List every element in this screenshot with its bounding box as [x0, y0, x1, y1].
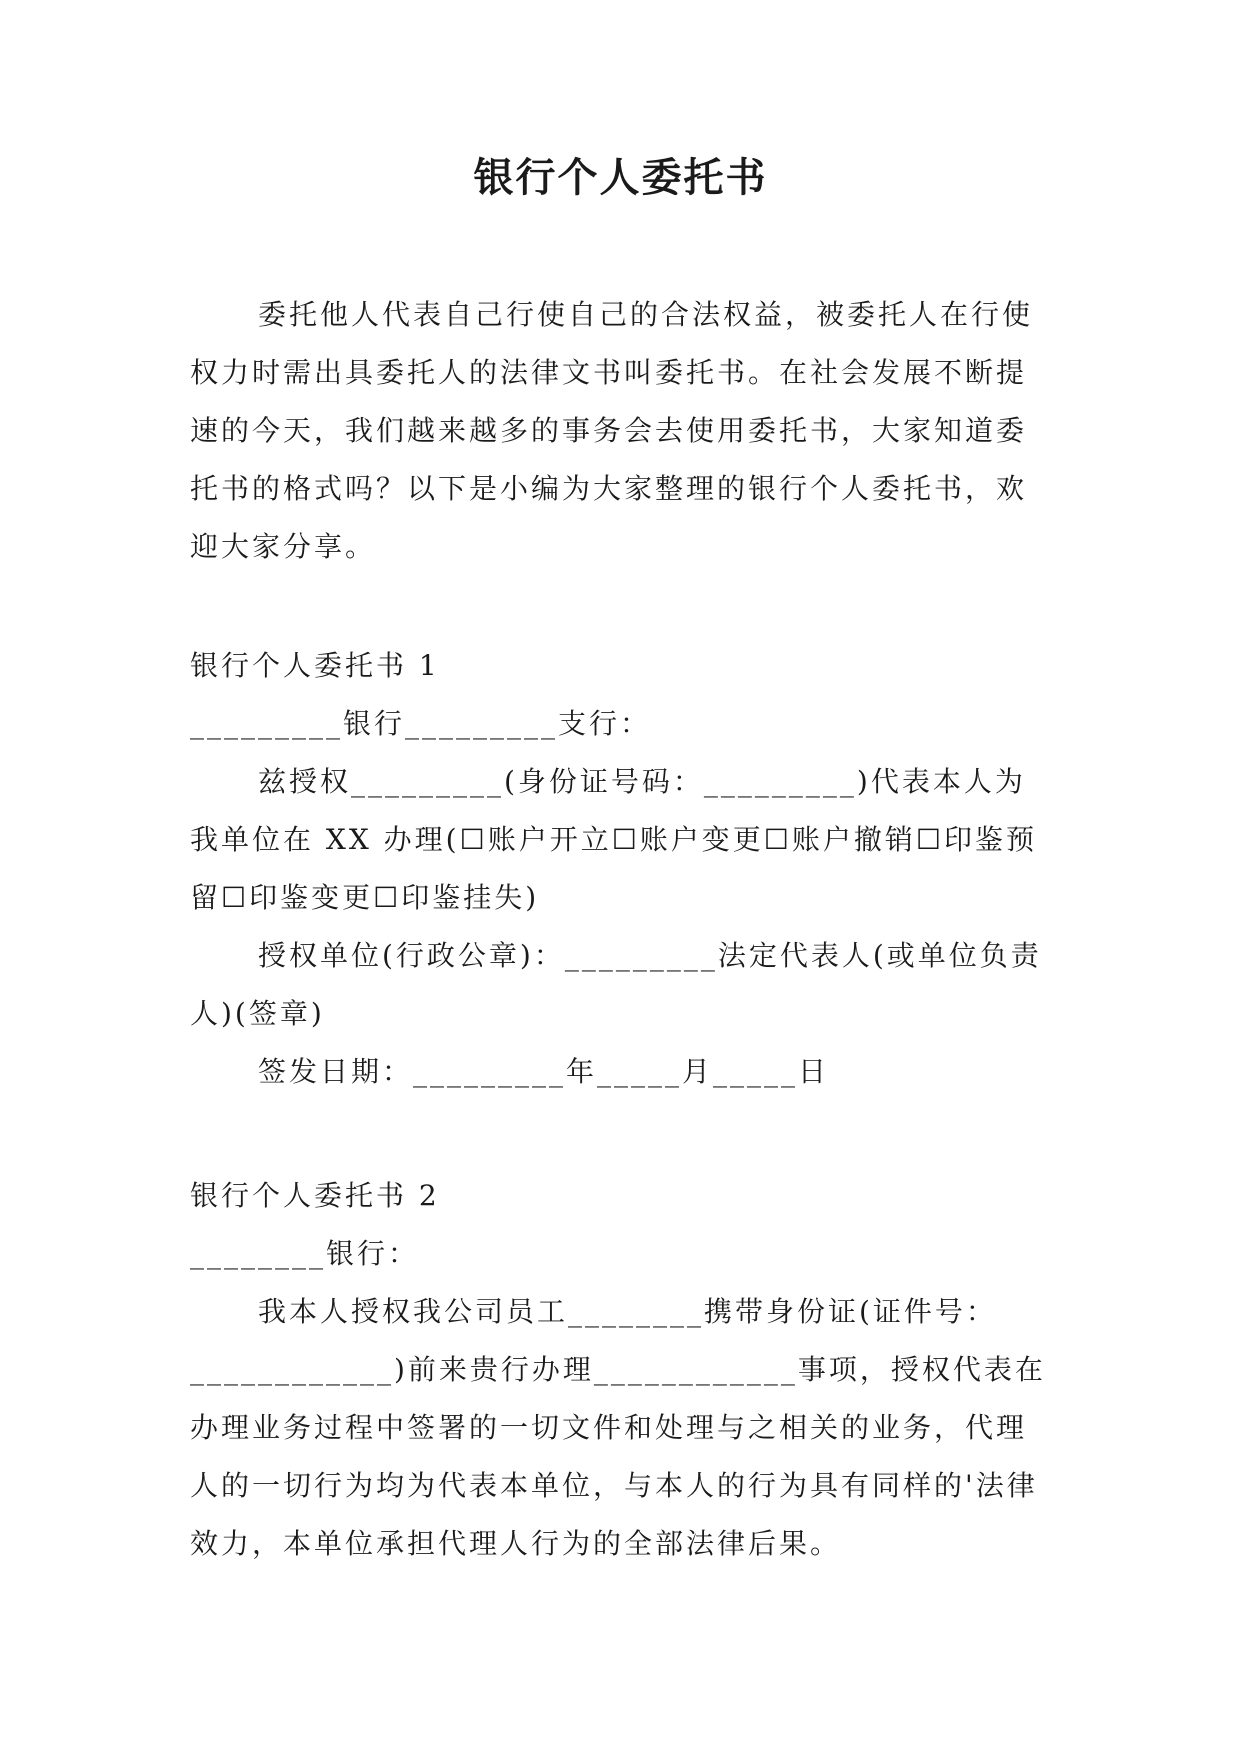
- section-1-authorization-paragraph: 兹授权_________(身份证号码：_________)代表本人为我单位在 XX 办理(☐账户开立☐账户变更☐账户撤销☐印鉴预留☐印鉴变更☐印鉴挂失): [190, 765, 1038, 914]
- section-2: [190, 1167, 1050, 1573]
- section-2-authorization-paragraph: 我本人授权我公司员工________携带身份证(证件号：____________)前来贵行办理____________事项，授权代表在办理业务过程中签署的一切文件和处理与之相关的业务，代理人的一切行为均为代表本单位，与本人的行为具有同样的'法律效力，本单位承担代理人行为的全部法律后果。: [190, 1295, 1046, 1560]
- section-2-heading: 银行个人委托书 2: [190, 1179, 440, 1212]
- document-title: 银行个人委托书: [473, 155, 768, 201]
- section-1-heading: 银行个人委托书 1: [190, 649, 440, 682]
- section-1-signature-paragraph: 授权单位(行政公章)：_________法定代表人(或单位负责人)(签章): [190, 939, 1042, 1030]
- intro-paragraph: 委托他人代表自己行使自己的合法权益，被委托人在行使权力时需出具委托人的法律文书叫委托书。在社会发展不断提速的今天，我们越来越多的事务会去使用委托书，大家知道委托书的格式吗？以下是小编为大家整理的银行个人委托书，欢迎大家分享。: [190, 298, 1034, 563]
- section-1-date-line: 签发日期：_________年_____月_____日: [258, 1055, 830, 1088]
- section-2-addressee-line: ________银行：: [190, 1237, 420, 1270]
- section-1: [190, 637, 1050, 1101]
- section-1-addressee-line: _________银行_________支行：: [190, 707, 652, 740]
- intro-section: [190, 286, 1050, 576]
